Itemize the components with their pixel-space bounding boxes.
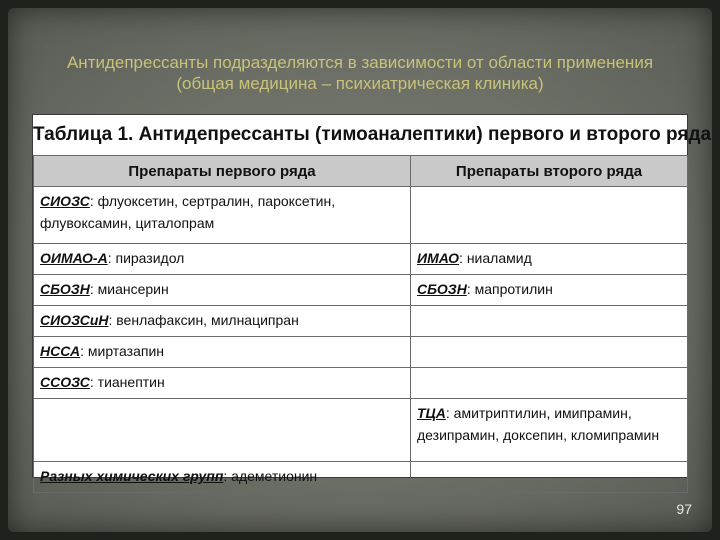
cell-first-line — [34, 275, 411, 306]
cell-second-line — [411, 244, 688, 275]
table-row — [34, 187, 688, 244]
table-row — [34, 462, 688, 493]
cell-second-line — [411, 399, 688, 462]
page-number: 97 — [676, 501, 692, 517]
cell-second-line — [411, 337, 688, 368]
drug-class: СБОЗН — [40, 281, 90, 297]
drug-list: : пиразидол — [107, 250, 185, 266]
header-first-line: Препараты первого ряда — [34, 156, 411, 187]
drug-table — [33, 155, 688, 493]
slide-title — [8, 52, 712, 94]
cell-second-line — [411, 368, 688, 399]
drug-class: ТЦА — [417, 405, 446, 421]
table-row — [34, 275, 688, 306]
drug-class: ССОЗС — [40, 374, 90, 390]
cell-second-line — [411, 275, 688, 306]
drug-class: ОИМАО-А — [40, 250, 108, 266]
table-header-row — [34, 156, 688, 187]
cell-first-line — [34, 306, 411, 337]
drug-class: СИОЗС — [40, 193, 90, 209]
cell-first-line — [34, 337, 411, 368]
drug-class: СИОЗСиН — [40, 312, 109, 328]
cell-first-line — [34, 187, 411, 244]
drug-list: : тианептин — [89, 374, 165, 390]
table-row — [34, 337, 688, 368]
table-row — [34, 244, 688, 275]
drug-list: : адеметионин — [223, 468, 318, 484]
drug-class: СБОЗН — [417, 281, 467, 297]
drug-list: : амитриптилин, имипрамин, дезипрамин, доксепин, кломипрамин — [417, 405, 660, 443]
table-row — [34, 306, 688, 337]
drug-list: : мапротилин — [466, 281, 553, 297]
cell-first-line — [34, 244, 411, 275]
drug-list: : миртазапин — [80, 343, 165, 359]
table-caption: Таблица 1. Антидепрессанты (тимоаналептики) первого и второго ряда — [33, 124, 712, 145]
table-row — [34, 368, 688, 399]
table-row — [34, 399, 688, 462]
cell-first-line — [34, 368, 411, 399]
cell-second-line — [411, 187, 688, 244]
drug-list: : флуоксетин, сертралин, пароксетин, флувоксамин, циталопрам — [40, 193, 336, 231]
slide-title-line-1: Антидепрессанты подразделяются в зависимости от области применения — [66, 53, 654, 72]
drug-class: НССА — [40, 343, 81, 359]
drug-class: Разных химических групп — [40, 468, 224, 484]
antidepressant-table — [32, 114, 712, 484]
cell-first-line — [34, 399, 411, 462]
header-second-line: Препараты второго ряда — [411, 156, 688, 187]
cell-second-line — [411, 306, 688, 337]
drug-list: : миансерин — [89, 281, 169, 297]
drug-list: : ниаламид — [459, 250, 532, 266]
cell-second-line — [411, 462, 688, 493]
drug-list: : венлафаксин, милнаципран — [108, 312, 299, 328]
slide-title-line-2: (общая медицина – психиатрическая клиника) — [176, 74, 544, 93]
cell-first-line — [34, 462, 411, 493]
drug-class: ИМАО — [417, 250, 460, 266]
